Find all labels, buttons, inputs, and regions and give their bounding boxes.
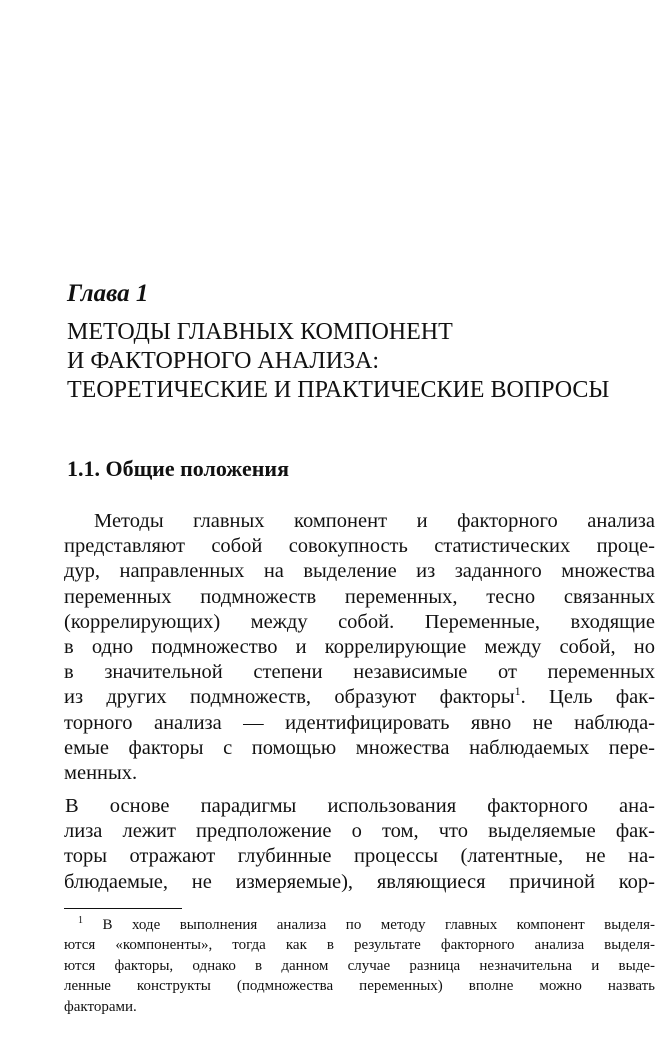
footnote	[64, 915, 655, 1017]
paragraph-2	[64, 794, 655, 895]
text-line: из других подмножеств, образуют факторы$^1$. Цель фак-	[64, 684, 656, 709]
text-line: торы отражают глубинные процессы (латентные, не на-	[64, 845, 655, 868]
chapter-title-line: И ФАКТОРНОГО АНАЛИЗА:	[67, 348, 380, 374]
text-line: в значительной степени независимые от переменных	[64, 661, 655, 684]
footnote-reference[interactable]: 1	[514, 684, 521, 699]
footnote-line: $^1$ В ходе выполнения анализа по методу главных компонент выделя-	[78, 915, 655, 933]
text-line: торного анализа — идентифицировать явно не наблюда-	[64, 711, 655, 734]
footnote-line: ленные конструкты (подмножества переменных) вполне можно назвать	[64, 978, 655, 995]
text-line: представляют собой совокупность статистических проце-	[64, 535, 655, 558]
footnote-divider	[64, 908, 182, 909]
text-line: В основе парадигмы использования факторного ана-	[65, 795, 655, 817]
chapter-title	[67, 318, 667, 405]
text-line: в одно подмножество и коррелирующие между собой, но	[64, 635, 655, 658]
text-line: дур, направленных на выделение из заданного множества	[64, 560, 655, 583]
footnote-line: факторами.	[64, 998, 137, 1015]
chapter-label: Глава 1	[67, 280, 149, 307]
section-heading: 1.1. Общие положения	[67, 456, 289, 481]
text-line: блюдаемые, не измеряемые), являющиеся причиной кор-	[64, 870, 655, 893]
paragraph-1	[64, 509, 655, 786]
chapter-title-line: МЕТОДЫ ГЛАВНЫХ КОМПОНЕНТ	[67, 319, 453, 345]
text-line: емые факторы с помощью множества наблюдаемых пере-	[64, 736, 655, 759]
chapter-title-line: ТЕОРЕТИЧЕСКИЕ И ПРАКТИЧЕСКИЕ ВОПРОСЫ	[67, 377, 610, 403]
footnote-marker: 1	[78, 915, 83, 926]
footnote-line: ются «компоненты», тогда как в результате факторного анализа выделя-	[64, 937, 655, 954]
text-line: переменных подмножеств переменных, тесно связанных	[64, 585, 655, 608]
text-line: менных.	[64, 761, 138, 784]
text-line: лиза лежит предположение о том, что выделяемые фак-	[64, 820, 655, 843]
text-line: (коррелирующих) между собой. Переменные, входящие	[64, 610, 655, 633]
footnote-line: ются факторы, однако в данном случае разница незначительна и выде-	[64, 957, 655, 974]
text-line: Методы главных компонент и факторного анализа	[94, 510, 655, 532]
